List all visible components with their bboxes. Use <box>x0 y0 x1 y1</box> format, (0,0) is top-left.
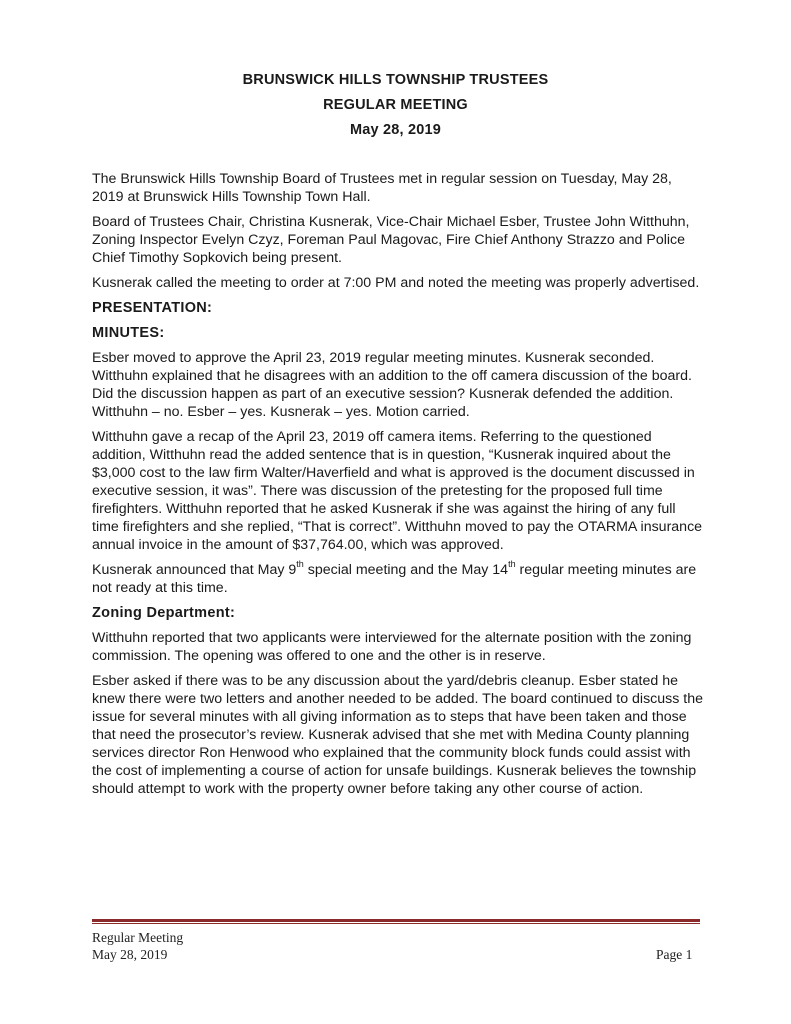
page-number: Page 1 <box>656 947 693 962</box>
attendance-paragraph: Board of Trustees Chair, Christina Kusnerak, Vice-Chair Michael Esber, Trustee John Witthuhn, Zoning Inspector Evelyn Czyz, Foreman Paul Magovac, Fire Chief Anthony Strazzo and Police Chief Timothy Sopkovich being present. <box>92 214 690 266</box>
footer-meeting-label: Regular Meeting <box>92 930 184 945</box>
minutes-approval-paragraph: Esber moved to approve the April 23, 2019 regular meeting minutes. Kusnerak seconded. Witthuhn explained that he disagrees with an addition to the off camera discussion of the board. Did the discussion happen as part of an executive session? Kusnerak defended the addition. Witthuhn – no. Esber – yes. Kusnerak – yes. Motion carried. <box>92 350 692 420</box>
minutes-status-text-2: special meeting and the May 14 <box>303 562 509 578</box>
minutes-status-text-1: Kusnerak announced that May 9 <box>92 562 297 578</box>
footer-rule <box>92 919 700 922</box>
superscript-th-1: th <box>296 559 304 570</box>
meeting-date-heading: May 28, 2019 <box>349 122 442 138</box>
minutes-heading: MINUTES: <box>92 325 165 341</box>
document-title: BRUNSWICK HILLS TOWNSHIP TRUSTEES <box>242 72 549 88</box>
minutes-body <box>92 170 704 805</box>
presentation-heading: PRESENTATION: <box>92 300 213 316</box>
opening-paragraph: The Brunswick Hills Township Board of Trustees met in regular session on Tuesday, May 28, 2019 at Brunswick Hills Township Town Hall. <box>92 171 672 205</box>
zoning-applicants-paragraph: Witthuhn reported that two applicants were interviewed for the alternate position with the zoning commission. The opening was offered to one and the other is in reserve. <box>92 630 692 664</box>
yard-cleanup-paragraph: Esber asked if there was to be any discussion about the yard/debris cleanup. Esber stated he knew there were two letters and another needed to be added. The board continued to discuss the issue for several minutes with all giving information as to steps that have been taken and those that need the prosecutor’s review. Kusnerak advised that she met with Medina County planning services director Ron Henwood who explained that the community block funds could assist with the cost of implementing a course of action for unsafe buildings. Kusnerak believes the township should attempt to work with the property owner before taking any other course of action. <box>92 673 703 797</box>
off-camera-recap-paragraph: Witthuhn gave a recap of the April 23, 2019 off camera items. Referring to the questioned addition, Witthuhn read the added sentence that is in question, “Kusnerak inquired about the $3,000 cost to the law firm Walter/Haverfield and what is approved is the document discussed in executive session, it was”. There was discussion of the pretesting for the proposed full time firefighters. Witthuhn reported that he asked Kusnerak if she was against the hiring of any full time firefighters and she replied, “That is correct”. Witthuhn moved to pay the OTARMA insurance annual invoice in the amount of $37,764.00, which was approved. <box>92 429 703 553</box>
zoning-department-heading: Zoning Department: <box>92 605 236 621</box>
meeting-type-heading: REGULAR MEETING <box>323 97 468 113</box>
minutes-status-paragraph <box>92 561 704 597</box>
call-to-order-paragraph: Kusnerak called the meeting to order at 7:00 PM and noted the meeting was properly advertised. <box>92 275 700 291</box>
footer-rule-thin <box>92 923 700 924</box>
superscript-th-2: th <box>508 559 516 570</box>
footer-date: May 28, 2019 <box>92 947 168 962</box>
minutes-status-text-3: regular meeting minutes are not ready at this time. <box>92 562 697 596</box>
